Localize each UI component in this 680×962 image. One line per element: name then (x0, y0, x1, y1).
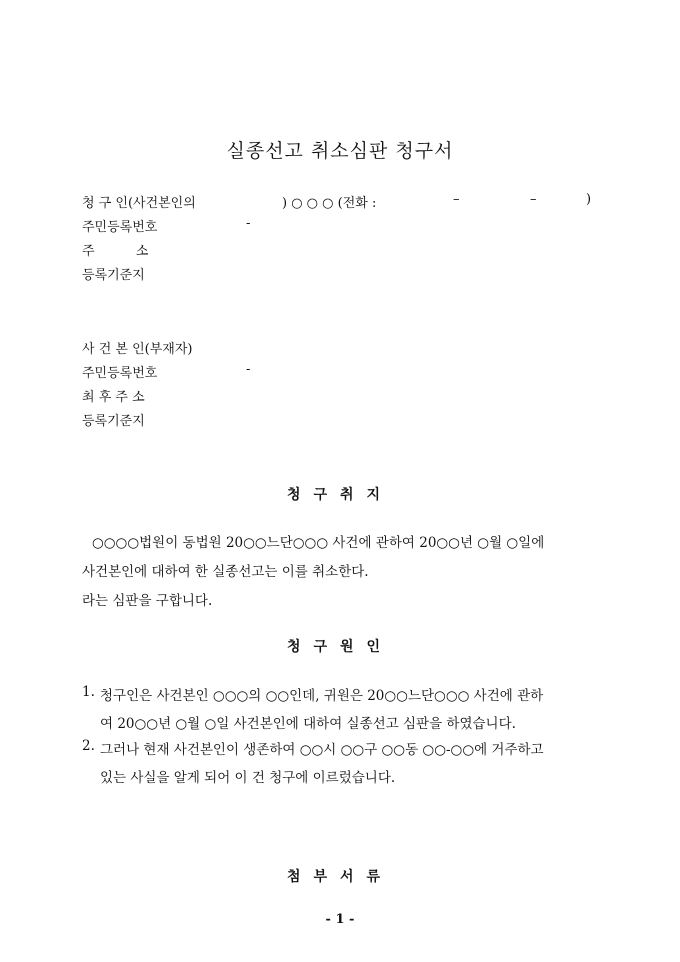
cause-item-1-line-2: 여 20○○년 ○월 ○일 사건본인에 대하여 실종선고 심판을 하였습니다. (100, 716, 516, 732)
subject-name-label: 사 건 본 인(부재자) (82, 342, 193, 357)
claimant-phone-dash-2: – (530, 192, 537, 207)
cause-item-2-line-1: 그러나 현재 사건본인이 생존하여 ○○시 ○○구 ○○동 ○○-○○에 거주하고 (100, 742, 544, 758)
claimant-rrn-dash: - (246, 216, 251, 231)
cause-item-1-number: 1. (82, 684, 95, 700)
claimant-phone-dash-1: – (453, 192, 460, 207)
cause-item-2-line-2: 있는 사실을 알게 되어 이 건 청구에 이르렀습니다. (100, 770, 396, 786)
attachments-heading: 첨부서류 (286, 869, 394, 885)
claimant-name-value: ) ○ ○ ○ (전화 : (282, 196, 377, 211)
claimant-rrn-label: 주민등록번호 (82, 220, 158, 235)
cause-item-2-number: 2. (82, 738, 95, 754)
purpose-line-2: 사건본인에 대하여 한 실종선고는 이를 취소한다. (82, 564, 369, 580)
claimant-address-label: 주 소 (82, 244, 149, 259)
subject-last-address-label: 최 후 주 소 (82, 390, 145, 405)
document-title: 실종선고 취소심판 청구서 (226, 140, 454, 162)
claimant-phone-close: ) (586, 192, 592, 207)
claimant-name-label: 청 구 인(사건본인의 (82, 196, 196, 211)
cause-item-1-line-1: 청구인은 사건본인 ○○○의 ○○인데, 귀원은 20○○느단○○○ 사건에 관하 (100, 688, 544, 704)
subject-rrn-label: 주민등록번호 (82, 366, 158, 381)
purpose-line-1: ○○○○법원이 동법원 20○○느단○○○ 사건에 관하여 20○○년 ○월 ○일에 (92, 535, 545, 551)
claimant-registry-label: 등록기준지 (82, 268, 145, 283)
purpose-heading: 청구취지 (286, 487, 394, 503)
subject-registry-label: 등록기준지 (82, 414, 145, 429)
purpose-line-3: 라는 심판을 구합니다. (82, 593, 213, 609)
page-number: - 1 - (325, 912, 355, 927)
subject-rrn-dash: - (246, 362, 251, 377)
cause-heading: 청구원인 (286, 639, 394, 655)
